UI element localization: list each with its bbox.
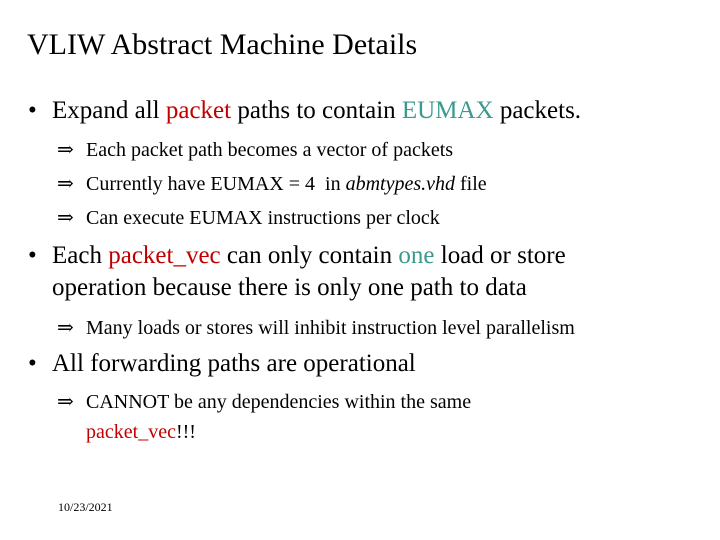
implies-arrow-icon: ⇒ bbox=[57, 391, 74, 413]
sub-bullet-text: Many loads or stores will inhibit instruction level parallelism bbox=[86, 317, 575, 339]
implies-arrow-icon: ⇒ bbox=[57, 207, 74, 229]
implies-arrow-icon: ⇒ bbox=[57, 317, 74, 339]
bullet-2-text-mid: can only contain bbox=[220, 242, 399, 269]
sub-bullet-3-1-line-2 bbox=[86, 416, 196, 448]
bullet-3 bbox=[28, 348, 416, 380]
bullet-2-text: Each bbox=[52, 242, 109, 269]
bullet-1-text-end: packets. bbox=[493, 97, 582, 124]
bullet-2 bbox=[28, 240, 566, 272]
bullet-1-highlight-packet: packet bbox=[165, 97, 232, 124]
sub-bullet-text: Each packet path becomes a vector of packets bbox=[86, 139, 454, 161]
implies-arrow-icon: ⇒ bbox=[57, 173, 74, 195]
bullet-2-line-2: operation because there is only one path to data bbox=[52, 274, 527, 301]
bullet-1-text-mid: paths to contain bbox=[231, 97, 402, 124]
bullet-dot: • bbox=[28, 97, 37, 124]
bullet-2-highlight-one: one bbox=[398, 242, 435, 269]
slide-title: VLIW Abstract Machine Details bbox=[27, 28, 418, 61]
sub-bullet-text-end: file bbox=[455, 173, 487, 195]
filename-italic: abmtypes.vhd bbox=[345, 173, 455, 195]
sub-bullet-1-3 bbox=[57, 202, 440, 234]
highlight-packet-vec: packet_vec bbox=[86, 421, 176, 443]
exclamation-tail: !!! bbox=[175, 421, 196, 443]
footer-date: 10/23/2021 bbox=[58, 500, 113, 514]
bullet-1 bbox=[28, 95, 581, 127]
sub-bullet-text: Can execute EUMAX instructions per clock bbox=[86, 207, 440, 229]
sub-bullet-text: CANNOT be any dependencies within the same bbox=[86, 391, 472, 413]
sub-bullet-3-1 bbox=[57, 386, 471, 418]
bullet-1-text: Expand all bbox=[52, 97, 166, 124]
bullet-2-highlight-packet-vec: packet_vec bbox=[108, 242, 221, 269]
bullet-3-text: All forwarding paths are operational bbox=[52, 350, 416, 377]
bullet-dot: • bbox=[28, 242, 37, 269]
bullet-dot: • bbox=[28, 350, 37, 377]
bullet-1-highlight-eumax: EUMAX bbox=[401, 97, 494, 124]
sub-bullet-2-1 bbox=[57, 312, 575, 344]
implies-arrow-icon: ⇒ bbox=[57, 139, 74, 161]
bullet-2-text-end: load or store bbox=[434, 242, 566, 269]
sub-bullet-1-1 bbox=[57, 134, 453, 166]
sub-bullet-1-2 bbox=[57, 168, 487, 200]
sub-bullet-text: Currently have EUMAX = 4 in bbox=[86, 173, 346, 195]
